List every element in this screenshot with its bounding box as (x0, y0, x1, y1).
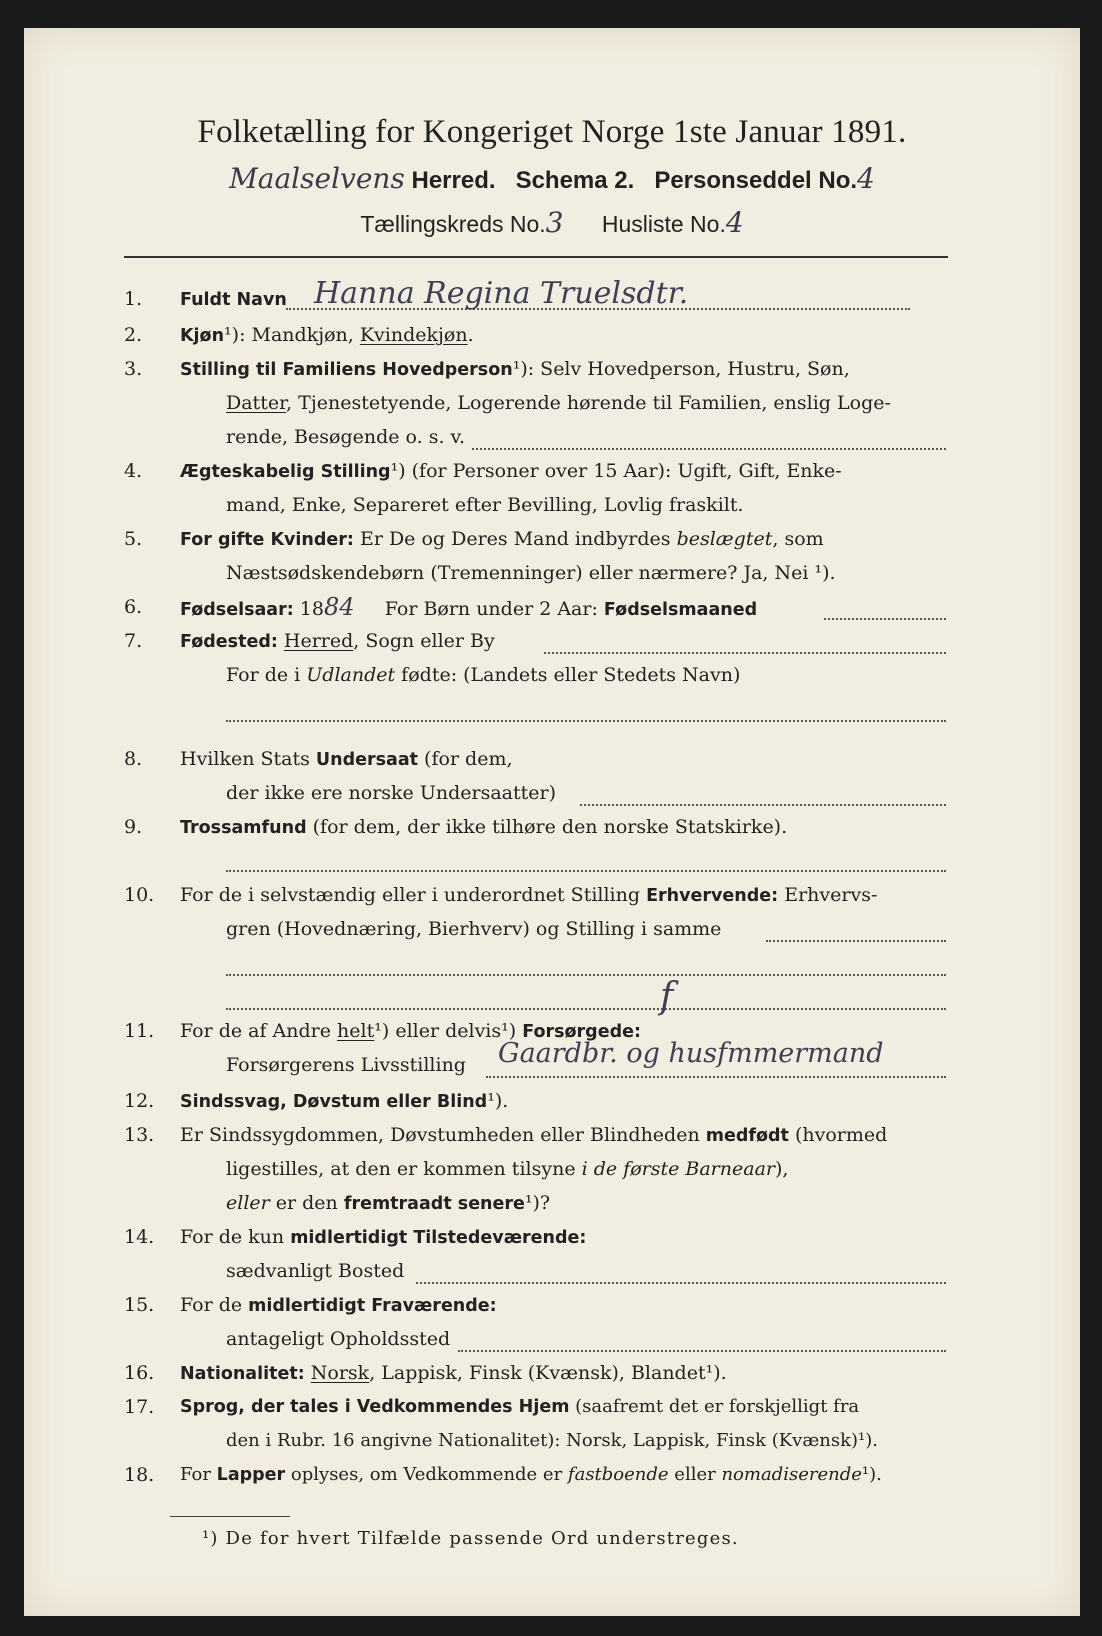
item-15 (124, 1290, 954, 1320)
item-14-text1a: For de kun (180, 1226, 291, 1248)
item-1-label: Fuldt Navn (180, 290, 287, 310)
item-7-label: Fødested: (180, 632, 278, 652)
item-10-label: Erhvervende: (646, 886, 779, 906)
husliste-label: Husliste No. (601, 211, 726, 237)
item-16-text: , Lappisk, Finsk (Kvænsk), Blandet¹). (369, 1362, 727, 1384)
item-5-italic: beslægtet (676, 528, 773, 550)
item-17-number: 17. (124, 1396, 155, 1418)
item-2 (124, 320, 954, 350)
item-11-underlined: helt (337, 1020, 375, 1042)
item-4-text2: mand, Enke, Separeret efter Bevilling, Lovlig fraskilt. (226, 494, 744, 516)
item-12-end: ¹). (487, 1090, 509, 1112)
form-header-line (24, 162, 1080, 195)
item-17-line2 (226, 1426, 878, 1456)
item-13-number: 13. (124, 1124, 155, 1146)
item-14-number: 14. (124, 1226, 155, 1248)
item-9-dotline (226, 870, 946, 872)
item-13-text3a: er den (269, 1192, 344, 1214)
item-10-dotline2 (226, 974, 946, 976)
item-15-text1a: For de (180, 1294, 249, 1316)
item-16 (124, 1358, 954, 1388)
item-7-text2a: For de i (226, 664, 307, 686)
header-rule (124, 256, 948, 258)
item-4-label: Ægteskabelig Stilling (180, 462, 391, 482)
item-3-text3: rende, Besøgende o. s. v. (226, 426, 466, 448)
item-17 (124, 1392, 954, 1422)
item-14-text2: sædvanligt Bosted (226, 1260, 405, 1282)
item-16-number: 16. (124, 1362, 155, 1384)
item-9-text: (for dem, der ikke tilhøre den norske Statskirke). (306, 816, 788, 838)
item-8-number: 8. (124, 748, 143, 770)
item-6-label: Fødselsaar: (180, 600, 294, 620)
item-1-number: 1. (124, 288, 143, 310)
item-9-label: Trossamfund (180, 818, 307, 838)
husliste-number: 4 (725, 206, 744, 239)
item-11-text1b: ¹) eller delvis¹) (374, 1020, 523, 1042)
item-17-label: Sprog, der tales i Vedkommendes Hjem (180, 1397, 570, 1417)
item-3-underlined: Datter (226, 392, 287, 414)
item-6-text: For Børn under 2 Aar: (384, 598, 598, 620)
item-18-text1d: ¹). (861, 1464, 882, 1485)
item-7-text2b: fødte: (Landets eller Stedets Navn) (395, 664, 741, 686)
item-16-label: Nationalitet: (180, 1364, 305, 1384)
item-18-italic1: fastboende (567, 1464, 669, 1485)
item-4-number: 4. (124, 460, 143, 482)
item-5-text1b: , som (772, 528, 824, 550)
item-1-answer: Hanna Regina Truelsdtr. (314, 276, 689, 311)
item-9-number: 9. (124, 816, 143, 838)
item-17-text1: (saafremt det er forskjelligt fra (569, 1396, 860, 1417)
item-7-number: 7. (124, 630, 143, 652)
item-2-number: 2. (124, 324, 143, 346)
item-14 (124, 1222, 954, 1252)
personseddel-number: 4 (857, 162, 875, 195)
item-13-line2 (226, 1154, 788, 1184)
item-13-italic2: i de første Barneaar (581, 1158, 775, 1180)
item-8-dotline (580, 804, 946, 806)
item-18-text1a: For (180, 1464, 217, 1485)
item-6-dotline (824, 618, 946, 620)
item-9 (124, 812, 954, 842)
item-7-dotline (544, 652, 946, 654)
item-6-label2: Fødselsmaaned (603, 600, 758, 620)
item-7-italic: Udlandet (306, 664, 396, 686)
item-3-text1: ¹): Selv Hovedperson, Hustru, Søn, (512, 358, 850, 380)
item-15-label: midlertidigt Fraværende: (248, 1296, 497, 1316)
item-15-text2: antageligt Opholdssted (226, 1328, 451, 1350)
item-7-text1: , Sogn eller By (353, 630, 495, 652)
item-14-label: midlertidigt Tilstedeværende: (290, 1228, 587, 1248)
item-8-text2: der ikke ere norske Undersaatter) (226, 782, 556, 804)
item-2-end: . (467, 324, 474, 346)
item-15-number: 15. (124, 1294, 155, 1316)
item-8-line2 (226, 778, 556, 808)
item-6-number: 6. (124, 596, 143, 618)
item-17-text2: den i Rubr. 16 angivne Nationalitet): Norsk, Lappisk, Finsk (Kvænsk)¹). (226, 1430, 878, 1451)
item-2-underlined: Kvindekjøn (359, 324, 468, 346)
item-18-text1b: oplyses, om Vedkommende er (285, 1464, 568, 1485)
item-11-label: Forsørgede: (522, 1022, 641, 1042)
item-13-line3 (226, 1188, 550, 1218)
item-5-text2: Næstsødskendebørn (Tremenninger) eller nærmere? Ja, Nei ¹). (226, 562, 836, 584)
item-5-line2 (226, 558, 836, 588)
item-3-label: Stilling til Familiens Hovedperson (180, 360, 513, 380)
item-5 (124, 524, 954, 554)
item-10-dotline3 (226, 1008, 946, 1010)
item-13-text1a: Er Sindssygdommen, Døvstumheden eller Blindheden (180, 1124, 706, 1146)
item-18-number: 18. (124, 1464, 155, 1486)
item-13-text2b: ), (775, 1158, 789, 1180)
item-8 (124, 744, 954, 774)
footnote-rule (170, 1516, 290, 1517)
item-4-text1: ¹) (for Personer over 15 Aar): Ugift, Gift, Enke- (390, 460, 842, 482)
herred-name: Maalselvens (229, 162, 405, 195)
tellingskreds-number: 3 (545, 206, 564, 239)
item-8-label: Undersaat (315, 750, 419, 770)
item-8-text1a: Hvilken Stats (180, 748, 316, 770)
item-12-number: 12. (124, 1090, 155, 1112)
item-3-text2: , Tjenestetyende, Logerende hørende til Familien, enslig Loge- (286, 392, 891, 414)
item-5-number: 5. (124, 528, 143, 550)
item-13-italic3: eller (226, 1192, 270, 1214)
item-11-text2: Forsørgerens Livsstilling (226, 1054, 466, 1076)
item-3-line3 (226, 422, 465, 452)
item-8-text1b: (for dem, (418, 748, 513, 770)
item-10-number: 10. (124, 884, 155, 906)
item-13 (124, 1120, 954, 1150)
item-11-number: 11. (124, 1020, 155, 1042)
personseddel-label: Personseddel No. (654, 167, 858, 194)
item-11-answer: Gaardbr. og husfmmermand (498, 1038, 884, 1069)
item-5-label: For gifte Kvinder: (180, 530, 354, 550)
item-2-label: Kjøn (180, 326, 225, 346)
item-6-answer: 84 (323, 593, 355, 621)
item-18-label: Lapper (216, 1465, 286, 1485)
item-7-dotline2 (226, 720, 946, 722)
item-5-text1: Er De og Deres Mand indbyrdes (359, 528, 677, 550)
schema-label: Schema 2. (515, 167, 635, 194)
item-18-italic2: nomadiserende (721, 1464, 862, 1485)
item-10-text1a: For de i selvstændig eller i underordnet Stilling (180, 884, 647, 906)
herred-label: Herred. (411, 167, 496, 194)
item-3-dotline (472, 448, 946, 450)
item-13-text2a: ligestilles, at den er kommen tilsyne (226, 1158, 582, 1180)
item-11-line2 (226, 1050, 466, 1080)
item-7-underlined: Herred (283, 630, 354, 652)
item-10-text2: gren (Hovednæring, Bierhverv) og Stilling i samme (226, 918, 722, 940)
item-15-line2 (226, 1324, 450, 1354)
item-3 (124, 354, 954, 384)
item-11-mark: f (660, 976, 674, 1017)
item-10-dotline (766, 940, 946, 942)
item-18-text1c: eller (668, 1464, 722, 1485)
item-6-prefix: 18 (299, 598, 324, 620)
item-2-text: ¹): Mandkjøn, (224, 324, 360, 346)
item-12 (124, 1086, 954, 1116)
item-18 (124, 1460, 954, 1490)
item-10-text1b: Erhvervs- (778, 884, 878, 906)
item-10 (124, 880, 954, 910)
item-4 (124, 456, 954, 486)
item-4-line2 (226, 490, 744, 520)
tellingskreds-line (24, 206, 1080, 239)
form-title: Folketælling for Kongeriget Norge 1ste Januar 1891. (197, 114, 907, 150)
item-11-text1a: For de af Andre (180, 1020, 338, 1042)
item-7-line2 (226, 660, 740, 690)
item-10-line2 (226, 914, 721, 944)
item-16-underlined: Norsk (310, 1362, 370, 1384)
item-14-line2 (226, 1256, 404, 1286)
footnote: ¹) De for hvert Tilfælde passende Ord understreges. (202, 1528, 739, 1549)
item-3-line2 (226, 388, 891, 418)
item-11-dotline (486, 1076, 946, 1078)
item-13-text1b: (hvormed (788, 1124, 888, 1146)
tellingskreds-label: Tællingskreds No. (360, 211, 546, 237)
item-15-dotline (458, 1350, 946, 1352)
census-form-sheet (24, 28, 1080, 1616)
item-14-dotline (416, 1282, 946, 1284)
item-12-label: Sindssvag, Døvstum eller Blind (180, 1092, 488, 1112)
item-13-label3: fremtraadt senere (343, 1194, 525, 1214)
item-13-label: medfødt (705, 1126, 789, 1146)
item-13-text3b: ¹)? (524, 1192, 551, 1214)
item-3-number: 3. (124, 358, 143, 380)
